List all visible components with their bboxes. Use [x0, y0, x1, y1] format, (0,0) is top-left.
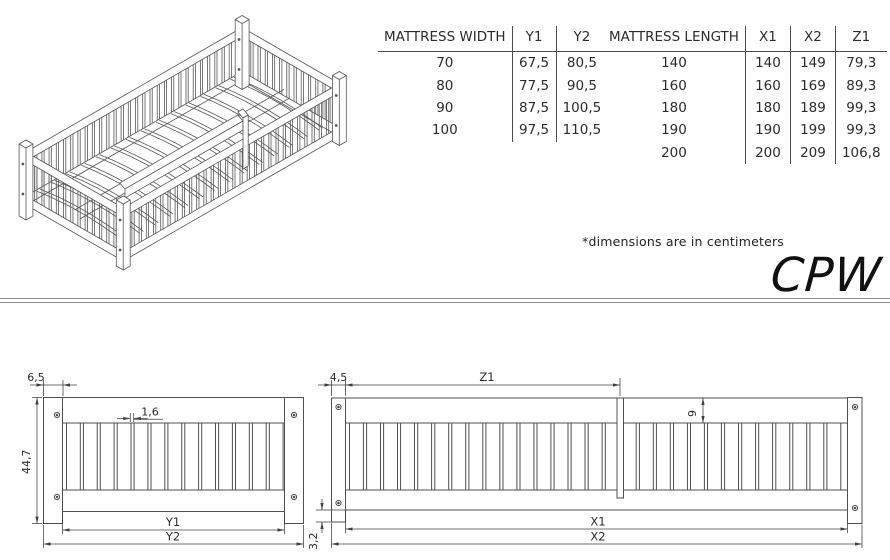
- front-view-right-post: [285, 398, 304, 524]
- table-cell: 77,5: [512, 74, 556, 96]
- dim-label-rail-height: 9: [686, 410, 699, 417]
- table-row: [603, 97, 887, 119]
- section-divider: [0, 298, 890, 303]
- table-cell: 97,5: [512, 119, 556, 141]
- table-cell: 140: [745, 52, 790, 75]
- table-cell: 209: [790, 142, 835, 164]
- table-cell: 90,5: [556, 74, 607, 96]
- table-row: [603, 74, 887, 96]
- table-cell: 160: [661, 77, 687, 94]
- orthographic-views: [0, 360, 890, 560]
- table-cell: 140: [661, 55, 687, 72]
- col-header-x2: X2: [790, 26, 835, 52]
- dim-label-floor-clearance: 3,2: [307, 532, 320, 550]
- table-header-row: [603, 26, 887, 52]
- col-header-x1: X1: [745, 26, 790, 52]
- table-cell: 189: [790, 97, 835, 119]
- table-row: [603, 52, 887, 75]
- col-header-z1: Z1: [835, 26, 886, 52]
- table-cell: 110,5: [556, 119, 607, 141]
- col-header-y1: Y1: [512, 26, 556, 52]
- dim-label-panel-height: 44,7: [20, 449, 33, 474]
- table-cell: 180: [661, 99, 687, 116]
- dim-label-slat-gap: 1,6: [141, 405, 159, 419]
- units-footnote: *dimensions are in centimeters: [582, 234, 785, 249]
- table-row: [378, 74, 607, 96]
- table-cell: 99,3: [835, 119, 886, 141]
- front-view-slats: [67, 423, 284, 490]
- guard-rail-end-bar: [617, 398, 624, 498]
- table-row: [378, 52, 607, 75]
- col-header-y2: Y2: [556, 26, 607, 52]
- table-cell: 80: [436, 77, 454, 94]
- table-cell: 90: [436, 99, 454, 116]
- table-cell: 200: [745, 142, 790, 164]
- table-cell: 149: [790, 52, 835, 75]
- dim-label-x2: X2: [590, 529, 606, 544]
- isometric-bed-drawing: [0, 2, 370, 300]
- side-view-right-post: [848, 398, 863, 524]
- table-cell: 169: [790, 74, 835, 96]
- table-row: [378, 119, 607, 141]
- dim-label-post-width-side: 4,5: [329, 371, 348, 384]
- dim-label-post-width-front: 6,5: [27, 371, 45, 384]
- table-cell: 199: [790, 119, 835, 141]
- table-cell: 180: [745, 97, 790, 119]
- table-cell: 99,3: [835, 97, 886, 119]
- table-row: [603, 142, 887, 164]
- mattress-width-table: [378, 26, 607, 142]
- dimension-lines: [30, 378, 862, 548]
- brand-logo: CPW: [769, 248, 884, 303]
- table-cell: 100,5: [556, 97, 607, 119]
- dim-label-x1: X1: [590, 514, 606, 529]
- table-row: [378, 97, 607, 119]
- table-cell: 190: [661, 122, 687, 139]
- table-cell: 190: [745, 119, 790, 141]
- panel-structure: [44, 398, 863, 524]
- table-cell: 87,5: [512, 97, 556, 119]
- width-table-title: MATTRESS WIDTH: [378, 26, 512, 52]
- table-cell: 160: [745, 74, 790, 96]
- dim-label-y1: Y1: [165, 515, 181, 529]
- screw-icons: [54, 404, 857, 510]
- table-cell: 79,3: [835, 52, 886, 75]
- bed-frame: [19, 16, 346, 271]
- table-cell: 80,5: [556, 52, 607, 75]
- dim-label-z1: Z1: [479, 370, 495, 384]
- mattress-length-table: [603, 26, 887, 164]
- table-cell: 89,3: [835, 74, 886, 96]
- table-cell: 67,5: [512, 52, 556, 75]
- table-cell: 200: [661, 144, 687, 161]
- dim-label-y2: Y2: [165, 529, 181, 544]
- table-header-row: [378, 26, 607, 52]
- table-cell: 106,8: [835, 142, 886, 164]
- side-view-slats: [350, 423, 841, 490]
- table-cell: 100: [431, 122, 458, 139]
- front-view-panel: [63, 398, 285, 512]
- table-cell: 70: [436, 55, 454, 72]
- table-row: [603, 119, 887, 141]
- length-table-title: MATTRESS LENGTH: [603, 26, 745, 52]
